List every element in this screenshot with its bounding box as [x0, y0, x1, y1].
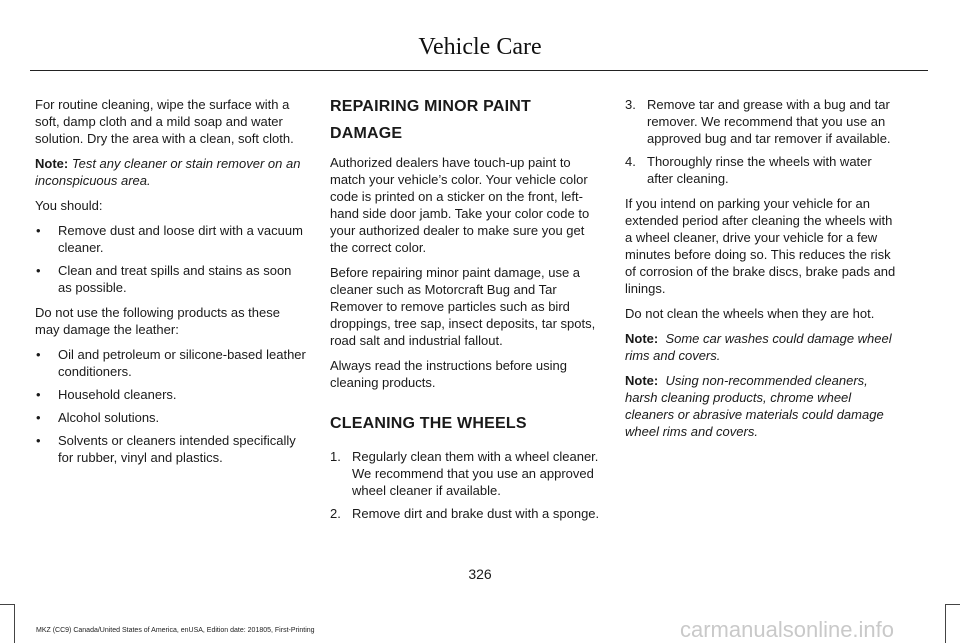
heading-line: DAMAGE	[330, 125, 403, 142]
paragraph: You should:	[35, 198, 103, 213]
bullet-mark: •	[36, 410, 41, 425]
paragraph: For routine cleaning, wipe the surface with a soft, damp cloth and a mild soap and water solution. Dry the area with a clean, soft cloth.	[35, 97, 294, 146]
note-label: Note:	[625, 331, 659, 346]
crop-mark	[946, 604, 960, 605]
list-item	[35, 262, 307, 296]
step-number: 3.	[625, 97, 636, 112]
page-number: 326	[468, 566, 492, 582]
list-item	[625, 153, 897, 187]
list-item	[330, 448, 602, 499]
bullet-mark: •	[36, 433, 41, 448]
bullet-mark: •	[36, 347, 41, 362]
header-divider	[30, 70, 928, 71]
note	[625, 372, 897, 440]
paragraph: Before repairing minor paint damage, use a cleaner such as Motorcraft Bug and Tar Remover to remove particles such as bird droppings, tree sap, insect deposits, tar spots, road salt and industrial fallout.	[330, 265, 596, 348]
paragraph: Do not clean the wheels when they are hot.	[625, 306, 875, 321]
bullet-mark: •	[36, 263, 41, 278]
bullet-list	[35, 346, 307, 466]
step-text: Remove tar and grease with a bug and tar remover. We recommend that you use an approved bug and tar remover if available.	[647, 97, 891, 146]
section-heading-wheels: CLEANING THE WHEELS	[330, 415, 527, 432]
note	[625, 330, 897, 364]
section-heading-paint	[330, 96, 602, 144]
list-item-text: Alcohol solutions.	[58, 410, 160, 425]
list-item-text: Household cleaners.	[58, 387, 177, 402]
paragraph: Authorized dealers have touch-up paint to match your vehicle’s color. Your vehicle color code is printed on a sticker on the front, left-hand side door jamb. Take your color code to your authorized dealer to make sure you get the correct color.	[330, 155, 590, 255]
step-number: 4.	[625, 154, 636, 169]
column-middle	[330, 96, 602, 530]
list-item	[35, 409, 307, 426]
step-text: Remove dirt and brake dust with a sponge.	[352, 506, 600, 521]
paragraph: Do not use the following products as these may damage the leather:	[35, 305, 280, 337]
column-right	[625, 96, 897, 448]
crop-mark	[0, 604, 14, 605]
footer-edition-text: MKZ (CC9) Canada/United States of America, enUSA, Edition date: 201805, First-Printing	[36, 627, 315, 634]
list-item	[35, 432, 307, 466]
bullet-mark: •	[36, 387, 41, 402]
note	[35, 155, 307, 189]
heading-line: REPAIRING MINOR PAINT	[330, 98, 531, 115]
list-item	[35, 346, 307, 380]
list-item	[330, 505, 602, 522]
note-text: Using non-recommended cleaners, harsh cleaning products, chrome wheel cleaners or abrasive materials could damage wheel rims and covers.	[625, 373, 884, 439]
list-item	[35, 386, 307, 403]
note-text: Test any cleaner or stain remover on an inconspicuous area.	[35, 156, 301, 188]
numbered-list	[330, 448, 602, 522]
note-label: Note:	[35, 156, 69, 171]
paragraph: If you intend on parking your vehicle for an extended period after cleaning the wheels with a wheel cleaner, drive your vehicle for a few minutes before doing so. This reduces the risk of corrosion of the brake discs, brake pads and linings.	[625, 196, 896, 296]
list-item	[625, 96, 897, 147]
column-left	[35, 96, 307, 474]
watermark: carmanualsonline.info	[680, 617, 895, 642]
crop-mark	[945, 604, 946, 643]
list-item-text: Solvents or cleaners intended specifically for rubber, vinyl and plastics.	[58, 433, 296, 465]
step-number: 1.	[330, 449, 341, 464]
bullet-mark: •	[36, 223, 41, 238]
note-label: Note:	[625, 373, 659, 388]
step-text: Thoroughly rinse the wheels with water after cleaning.	[647, 154, 872, 186]
list-item-text: Clean and treat spills and stains as soon as possible.	[58, 263, 292, 295]
paragraph: Always read the instructions before using cleaning products.	[330, 358, 568, 390]
list-item	[35, 222, 307, 256]
note-text: Some car washes could damage wheel rims and covers.	[625, 331, 892, 363]
numbered-list	[625, 96, 897, 187]
step-number: 2.	[330, 506, 341, 521]
step-text: Regularly clean them with a wheel cleaner. We recommend that you use an approved wheel cleaner if available.	[352, 449, 599, 498]
list-item-text: Oil and petroleum or silicone-based leather conditioners.	[58, 347, 306, 379]
crop-mark	[14, 604, 15, 643]
list-item-text: Remove dust and loose dirt with a vacuum cleaner.	[58, 223, 303, 255]
bullet-list	[35, 222, 307, 296]
page-header-title: Vehicle Care	[418, 34, 542, 60]
